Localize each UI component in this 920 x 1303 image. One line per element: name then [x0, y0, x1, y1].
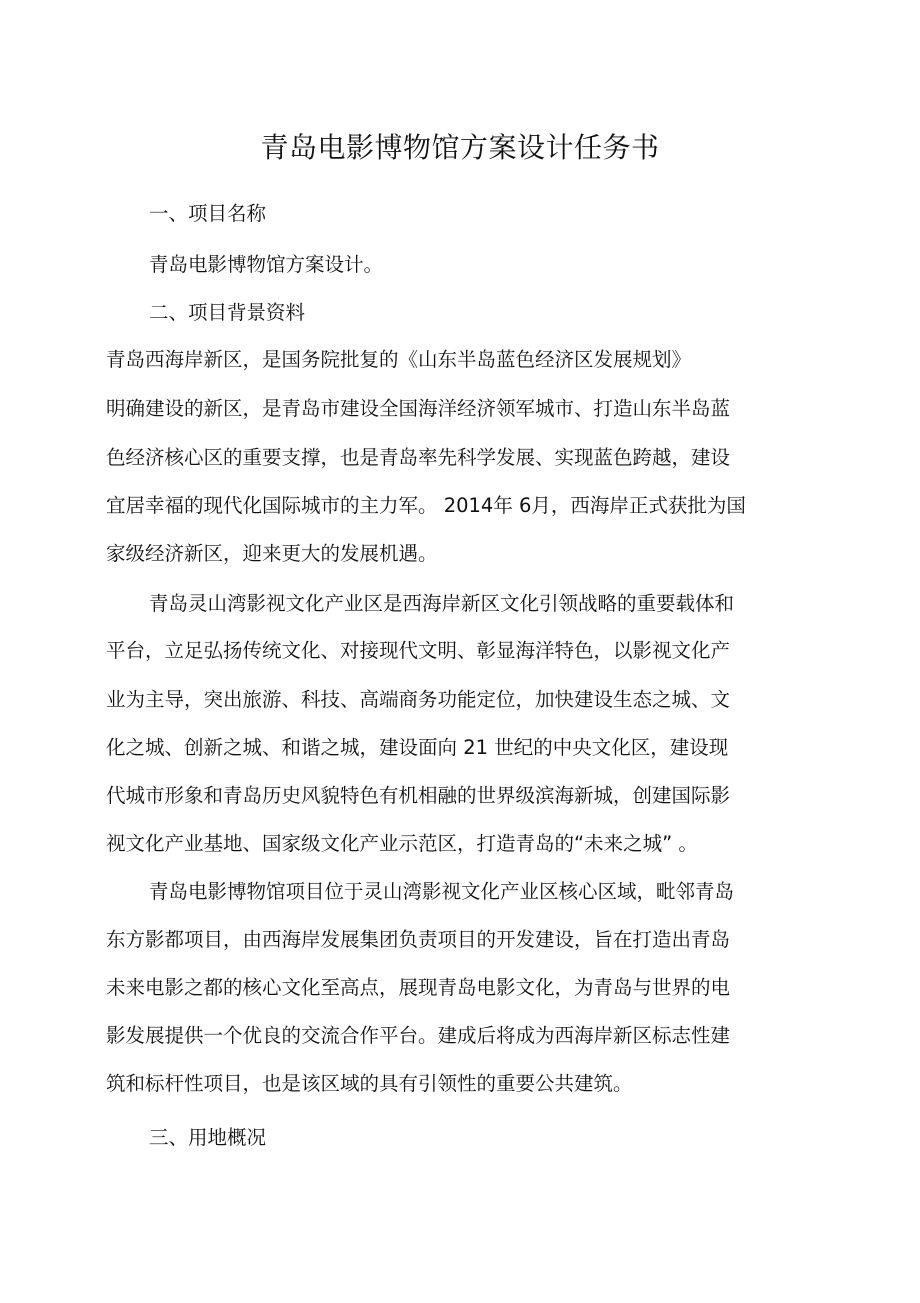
paragraph-line: 家级经济新区，迎来更大的发展机遇。 — [106, 542, 438, 565]
paragraph-line: 平台，立足弘扬传统文化、对接现代文明、彰显海洋特色，以影视文化产 — [106, 639, 731, 662]
section-heading-2: 二、项目背景资料 — [149, 301, 306, 324]
paragraph-line: 青岛灵山湾影视文化产业区是西海岸新区文化引领战略的重要载体和 — [149, 592, 735, 615]
paragraph-line: 东方影都项目，由西海岸发展集团负责项目的开发建设，旨在打造出青岛 — [106, 928, 731, 951]
section-heading-3: 三、用地概况 — [149, 1126, 267, 1149]
paragraph-line: 色经济核心区的重要支撑，也是青岛率先科学发展、实现蓝色跨越，建设 — [106, 446, 731, 469]
paragraph-line: 宜居幸福的现代化国际城市的主力军。 2014年 6月，西海岸正式获批为国 — [106, 494, 746, 517]
paragraph-line: 视文化产业基地、国家级文化产业示范区，打造青岛的“未来之城” 。 — [106, 832, 698, 855]
paragraph-line: 青岛西海岸新区，是国务院批复的《山东半岛蓝色经济区发展规划》 — [106, 348, 692, 371]
paragraph-line: 明确建设的新区，是青岛市建设全国海洋经济领军城市、打造山东半岛蓝 — [106, 397, 731, 420]
paragraph-line: 化之城、创新之城、和谐之城，建设面向 21 世纪的中央文化区，建设现 — [106, 736, 729, 759]
paragraph-line: 青岛电影博物馆项目位于灵山湾影视文化产业区核心区域，毗邻青岛 — [149, 880, 735, 903]
paragraph-line: 业为主导，突出旅游、科技、高端商务功能定位，加快建设生态之城、文 — [106, 688, 731, 711]
paragraph-line: 青岛电影博物馆方案设计。 — [149, 253, 384, 276]
section-heading-1: 一、项目名称 — [149, 202, 267, 225]
paragraph-line: 未来电影之都的核心文化至高点，展现青岛电影文化，为青岛与世界的电 — [106, 976, 731, 999]
paragraph-line: 代城市形象和青岛历史风貌特色有机相融的世界级滨海新城，创建国际影 — [106, 784, 731, 807]
page-title: 青岛电影博物馆方案设计任务书 — [260, 131, 660, 164]
paragraph-line: 影发展提供一个优良的交流合作平台。建成后将成为西海岸新区标志性建 — [106, 1024, 731, 1047]
paragraph-line: 筑和标杆性项目，也是该区域的具有引领性的重要公共建筑。 — [106, 1072, 633, 1095]
